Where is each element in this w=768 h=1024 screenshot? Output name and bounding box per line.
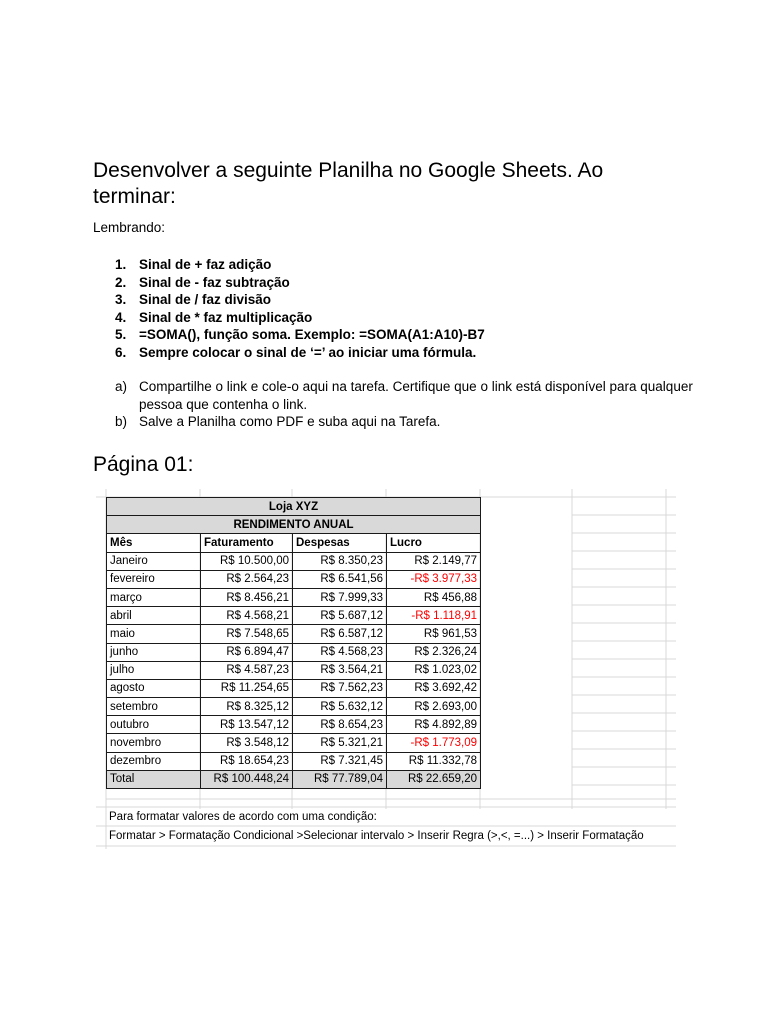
revenue-cell: R$ 18.654,23: [201, 752, 293, 770]
table-row: [107, 679, 481, 697]
rule-number: 3.: [115, 292, 127, 308]
page-heading: Desenvolver a seguinte Planilha no Google Sheets. Ao terminar:: [93, 159, 604, 208]
rule-item: [93, 291, 485, 309]
task-text: Compartilhe o link e cole-o aqui na tarefa. Certifique que o link está disponível para qualquer pessoa que contenha o link.: [139, 379, 693, 412]
rule-text: Sinal de * faz multiplicação: [139, 309, 313, 325]
expenses-cell: R$ 3.564,21: [293, 661, 387, 679]
profit-cell: -R$ 1.773,09: [387, 734, 481, 752]
store-title-row: [107, 498, 481, 516]
table-row: [107, 607, 481, 625]
table-row: [107, 734, 481, 752]
table-row: [107, 643, 481, 661]
revenue-cell: R$ 10.500,00: [201, 552, 293, 570]
rule-item: [93, 344, 485, 362]
revenue-table: [106, 497, 481, 789]
month-cell: Janeiro: [107, 552, 201, 570]
month-cell: maio: [107, 625, 201, 643]
rule-text: Sinal de - faz subtração: [139, 274, 290, 290]
month-cell: junho: [107, 643, 201, 661]
rule-text: Sinal de + faz adição: [139, 257, 272, 272]
profit-cell: -R$ 3.977,33: [387, 570, 481, 588]
revenue-cell: R$ 4.568,21: [201, 607, 293, 625]
task-item: [93, 413, 693, 431]
month-cell: novembro: [107, 734, 201, 752]
store-name: Loja XYZ: [107, 498, 481, 516]
column-header: Lucro: [387, 534, 481, 552]
profit-cell: R$ 961,53: [387, 625, 481, 643]
column-header: Despesas: [293, 534, 387, 552]
expenses-cell: R$ 7.999,33: [293, 588, 387, 606]
revenue-cell: R$ 13.547,12: [201, 716, 293, 734]
month-cell: março: [107, 588, 201, 606]
profit-cell: -R$ 1.118,91: [387, 607, 481, 625]
expenses-cell: R$ 8.654,23: [293, 716, 387, 734]
total-expenses-cell: R$ 77.789,04: [293, 770, 387, 788]
table-row: [107, 570, 481, 588]
rule-item: [93, 326, 485, 344]
rule-item: [93, 274, 485, 292]
task-text: Salve a Planilha como PDF e suba aqui na Tarefa.: [139, 414, 441, 430]
revenue-cell: R$ 3.548,12: [201, 734, 293, 752]
expenses-cell: R$ 4.568,23: [293, 643, 387, 661]
rule-item: [93, 256, 485, 274]
revenue-cell: R$ 11.254,65: [201, 679, 293, 697]
spreadsheet-screenshot: [96, 489, 676, 849]
profit-cell: R$ 4.892,89: [387, 716, 481, 734]
table-row: [107, 698, 481, 716]
table-row: [107, 625, 481, 643]
task-letter: a): [115, 379, 128, 394]
column-header: Faturamento: [201, 534, 293, 552]
expenses-cell: R$ 6.541,56: [293, 570, 387, 588]
expenses-cell: R$ 5.321,21: [293, 734, 387, 752]
table-row: [107, 661, 481, 679]
month-cell: agosto: [107, 679, 201, 697]
profit-cell: R$ 1.023,02: [387, 661, 481, 679]
revenue-cell: R$ 8.325,12: [201, 698, 293, 716]
formatting-note-steps: Formatar > Formatação Condicional >Selecionar intervalo > Inserir Regra (>,<, =...) > Inserir Formatação: [109, 830, 644, 842]
rule-number: 1.: [115, 257, 127, 272]
rule-number: 4.: [115, 309, 127, 325]
profit-cell: R$ 2.149,77: [387, 552, 481, 570]
month-cell: outubro: [107, 716, 201, 734]
total-row: [107, 770, 481, 788]
total-profit-cell: R$ 22.659,20: [387, 770, 481, 788]
column-header: Mês: [107, 534, 201, 552]
formatting-note-title: Para formatar valores de acordo com uma condição:: [109, 811, 377, 823]
expenses-cell: R$ 5.687,12: [293, 607, 387, 625]
revenue-cell: R$ 2.564,23: [201, 570, 293, 588]
revenue-cell: R$ 4.587,23: [201, 661, 293, 679]
month-cell: fevereiro: [107, 570, 201, 588]
rule-number: 5.: [115, 327, 127, 343]
revenue-cell: R$ 6.894,47: [201, 643, 293, 661]
task-letter: b): [115, 414, 128, 430]
expenses-cell: R$ 5.632,12: [293, 698, 387, 716]
month-cell: setembro: [107, 698, 201, 716]
revenue-cell: R$ 8.456,21: [201, 588, 293, 606]
table-row: [107, 752, 481, 770]
total-label: Total: [107, 770, 201, 788]
header-row: [107, 534, 481, 552]
reminder-label: Lembrando:: [93, 220, 166, 235]
expenses-cell: R$ 8.350,23: [293, 552, 387, 570]
profit-cell: R$ 2.326,24: [387, 643, 481, 661]
rule-item: [93, 309, 485, 327]
tasks-list: [93, 378, 693, 431]
subtitle-row: [107, 516, 481, 534]
profit-cell: R$ 2.693,00: [387, 698, 481, 716]
rule-number: 2.: [115, 274, 127, 290]
table-row: [107, 552, 481, 570]
expenses-cell: R$ 6.587,12: [293, 625, 387, 643]
table-row: [107, 588, 481, 606]
month-cell: dezembro: [107, 752, 201, 770]
rule-text: Sinal de / faz divisão: [139, 292, 272, 308]
rule-number: 6.: [115, 344, 127, 360]
profit-cell: R$ 456,88: [387, 588, 481, 606]
profit-cell: R$ 3.692,42: [387, 679, 481, 697]
rules-list: [93, 256, 485, 362]
profit-cell: R$ 11.332,78: [387, 752, 481, 770]
task-item: [93, 378, 693, 413]
total-revenue-cell: R$ 100.448,24: [201, 770, 293, 788]
table-subtitle: RENDIMENTO ANUAL: [107, 516, 481, 534]
month-cell: julho: [107, 661, 201, 679]
expenses-cell: R$ 7.321,45: [293, 752, 387, 770]
revenue-cell: R$ 7.548,65: [201, 625, 293, 643]
table-row: [107, 716, 481, 734]
expenses-cell: R$ 7.562,23: [293, 679, 387, 697]
month-cell: abril: [107, 607, 201, 625]
page-label: Página 01:: [93, 453, 194, 476]
rule-text: Sempre colocar o sinal de ‘=’ ao iniciar uma fórmula.: [139, 344, 477, 360]
rule-text: =SOMA(), função soma. Exemplo: =SOMA(A1:A10)-B7: [139, 327, 485, 343]
